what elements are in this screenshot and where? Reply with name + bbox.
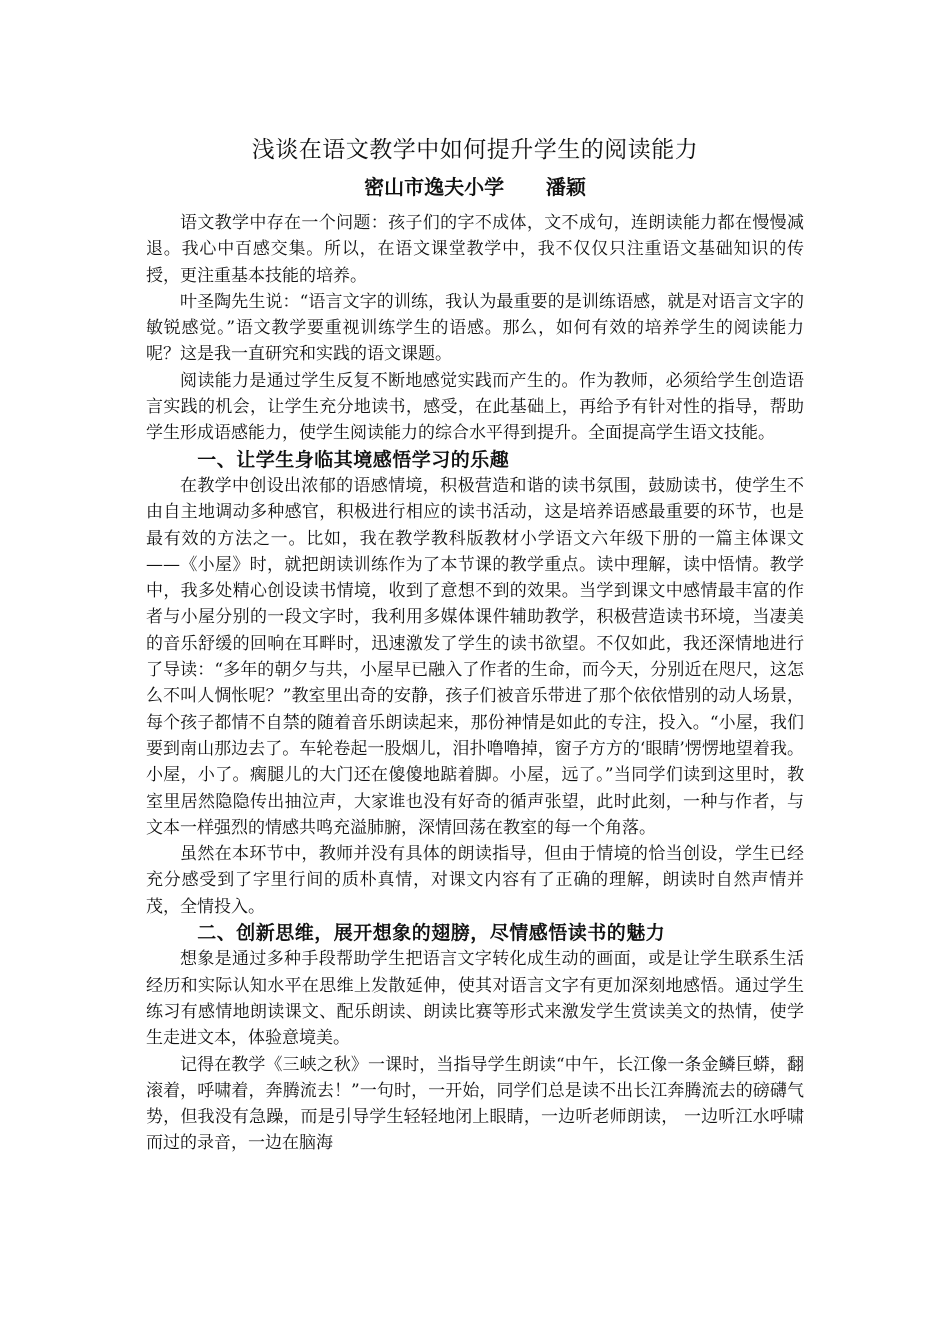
intro-paragraph-3: 阅读能力是通过学生反复不断地感觉实践而产生的。作为教师，必须给学生创造语言实践的机会，让学生充分地读书，感受，在此基础上，再给予有针对性的指导，帮助学生形成语感能力，使学生阅读能力的综合水平得到提升。全面提高学生语文技能。 [146, 370, 804, 444]
document-title: 浅谈在语文教学中如何提升学生的阅读能力 [251, 137, 699, 163]
document-body [146, 210, 804, 1157]
intro-paragraph-1: 语文教学中存在一个问题：孩子们的字不成体，文不成句，连朗读能力都在慢慢减退。我心中百感交集。所以，在语文课堂教学中，我不仅仅只注重语文基础知识的传授，更注重基本技能的培养。 [146, 213, 804, 286]
intro-paragraph-2: 叶圣陶先生说：“语言文字的训练，我认为最重要的是训练语感，就是对语言文字的敏锐感觉。”语文教学要重视训练学生的语感。那么，如何有效的培养学生的阅读能力呢？这是我一直研究和实践的语文课题。 [146, 291, 804, 365]
author-line: 密山市逸夫小学 潘颖 [364, 175, 586, 199]
section-1-paragraph-2: 虽然在本环节中，教师并没有具体的朗读指导，但由于情境的恰当创设，学生已经充分感受到了字里行间的质朴真情，对课文内容有了正确的理解，朗读时自然声情并茂，全情投入。 [146, 844, 804, 917]
section-2-paragraph-1: 想象是通过多种手段帮助学生把语言文字转化成生动的画面，或是让学生联系生活经历和实际认知水平在思维上发散延伸，使其对语言文字有更加深刻地感悟。通过学生练习有感情地朗读课文、配乐朗读、朗读比赛等形式来激发学生赏读美文的热情，使学生走进文本，体验意境美。 [146, 949, 804, 1049]
section-2-heading: 二、创新思维，展开想象的翅膀，尽情感悟读书的魅力 [197, 922, 666, 945]
section-1-heading: 一、让学生身临其境感悟学习的乐趣 [197, 448, 510, 471]
section-1-paragraph-1: 在教学中创设出浓郁的语感情境，积极营造和谐的读书氛围，鼓励读书，使学生不由自主地调动多种感官，积极进行相应的读书活动，这是培养语感最重要的环节，也是最有效的方法之一。比如，我在教学教科版教材小学语文六年级下册的一篇主体课文——《小屋》时，就把朗读训练作为了本节课的教学重点。读中理解，读中悟情。教学中，我多处精心创设读书情境，收到了意想不到的效果。当学到课文中感情最丰富的作者与小屋分别的一段文字时，我利用多媒体课件辅助教学，积极营造读书环境，当凄美的音乐舒缓的回响在耳畔时，迅速激发了学生的读书欲望。不仅如此，我还深情地进行了导读：“多年的朝夕与共，小屋早已融入了作者的生命，而今天，分别近在咫尺，这怎么不叫人惆怅呢？”教室里出奇的安静，孩子们被音乐带进了那个依依惜别的动人场景，每个孩子都情不自禁的随着音乐朗读起来，那份神情是如此的专注，投入。“小屋，我们要到南山那边去了。车轮卷起一股烟儿，泪扑噜噜掉，窗子方方的‘眼睛’愣愣地望着我。小屋，小了。瘸腿儿的大门还在傻傻地踮着脚。小屋，远了。”当同学们读到这里时，教室里居然隐隐传出抽泣声，大家谁也没有好奇的循声张望，此时此刻，一种与作者，与文本一样强烈的情感共鸣充溢肺腑，深情回荡在教室的每一个角落。 [146, 475, 804, 838]
section-2-paragraph-2: 记得在教学《三峡之秋》一课时，当指导学生朗读“中午，长江像一条金鳞巨蟒，翻滚着，呼啸着，奔腾流去！”一句时，一开始，同学们总是读不出长江奔腾流去的磅礴气势，但我没有急躁，而是引导学生轻轻地闭上眼睛，一边听老师朗读， 一边听江水呼啸而过的录音，一边在脑海 [146, 1054, 804, 1154]
